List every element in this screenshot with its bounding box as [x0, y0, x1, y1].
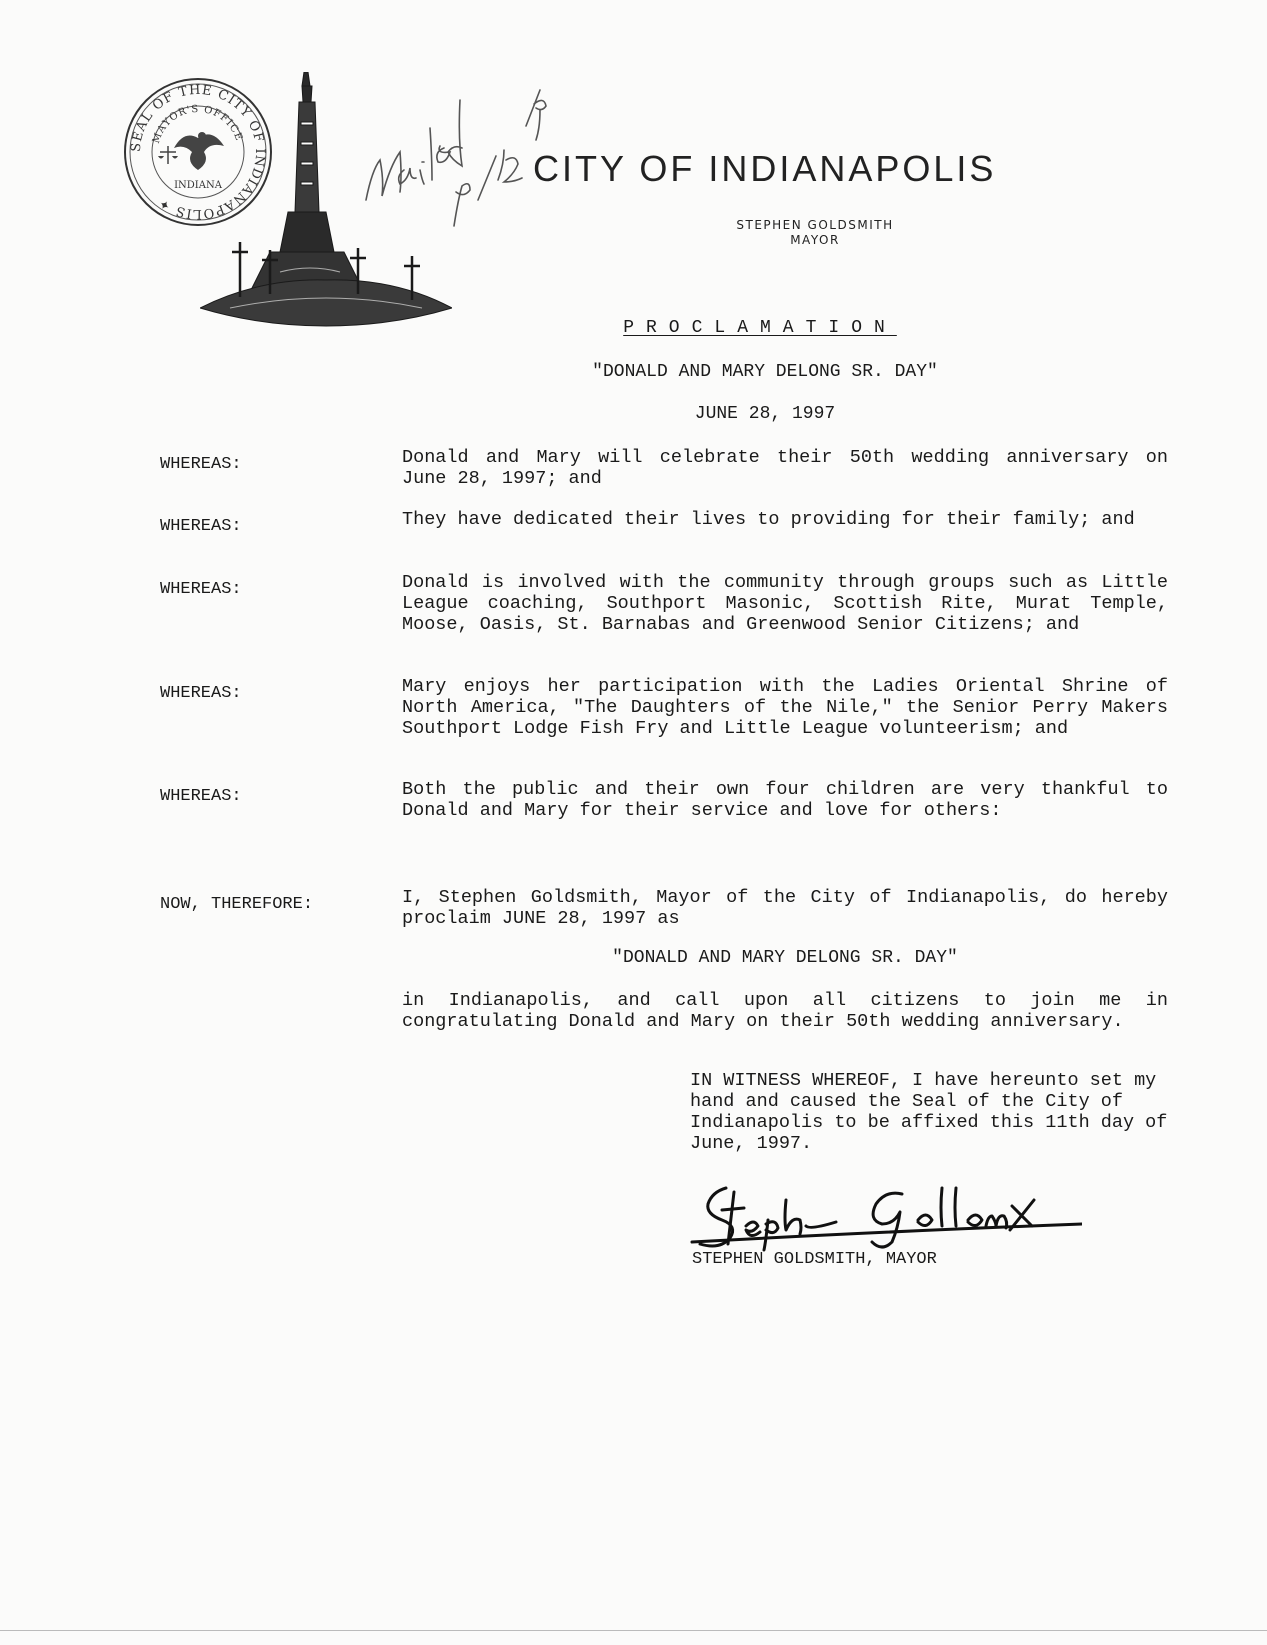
city-title: CITY OF INDIANAPOLIS: [533, 148, 997, 189]
mayor-name: STEPHEN GOLDSMITH: [736, 218, 894, 232]
clause-text: Mary enjoys her participation with the Ladies Oriental Shrine of North America, "The Daughters of the Nile," the Senior Perry Makers Southport Lodge Fish Fry and Little League volunteerism; and: [402, 676, 1168, 739]
signature-caption: STEPHEN GOLDSMITH, MAYOR: [692, 1250, 937, 1269]
clause-label: WHEREAS:: [160, 580, 242, 599]
clause-text: They have dedicated their lives to providing for their family; and: [402, 509, 1135, 530]
svg-text:SEAL OF THE CITY OF INDIANAPOL: SEAL OF THE CITY OF INDIANAPOLIS ✦: [128, 82, 268, 222]
clause-label: WHEREAS:: [160, 684, 242, 703]
day-title: "DONALD AND MARY DELONG SR. DAY": [592, 362, 938, 382]
page-bottom-edge: [0, 1630, 1267, 1631]
document-type-heading: PROCLAMATION: [623, 318, 897, 338]
proclaimed-day-title: "DONALD AND MARY DELONG SR. DAY": [612, 948, 958, 968]
clause-text: Donald and Mary will celebrate their 50th wedding anniversary on June 28, 1997; and: [402, 447, 1168, 489]
clause-label: WHEREAS:: [160, 787, 242, 806]
clause-label: WHEREAS:: [160, 517, 242, 536]
mayor-signature-icon: [682, 1180, 1082, 1260]
proclamation-date: JUNE 28, 1997: [694, 404, 836, 424]
svg-text:INDIANA: INDIANA: [174, 180, 222, 191]
clause-text: Donald is involved with the community through groups such as Little League coaching, Southport Masonic, Scottish Rite, Murat Temple, Moose, Oasis, St. Barnabas and Greenwood Senior Citizens; and: [402, 572, 1168, 635]
therefore-text: I, Stephen Goldsmith, Mayor of the City of Indianapolis, do hereby proclaim JUNE 28, 1997 as: [402, 887, 1168, 929]
clause-label: WHEREAS:: [160, 455, 242, 474]
mayor-title: MAYOR: [790, 233, 840, 247]
witness-statement: IN WITNESS WHEREOF, I have hereunto set my hand and caused the Seal of the City of Indianapolis to be affixed this 11th day of June, 1997.: [690, 1070, 1168, 1154]
clause-text: Both the public and their own four children are very thankful to Donald and Mary for their service and love for others:: [402, 779, 1168, 821]
therefore-label: NOW, THEREFORE:: [160, 895, 314, 914]
handwritten-mailed-note-icon: [360, 30, 550, 230]
closing-text: in Indianapolis, and call upon all citizens to join me in congratulating Donald and Mary on their 50th wedding anniversary.: [402, 990, 1168, 1032]
svg-text:MAYOR'S OFFICE: MAYOR'S OFFICE: [150, 103, 245, 145]
